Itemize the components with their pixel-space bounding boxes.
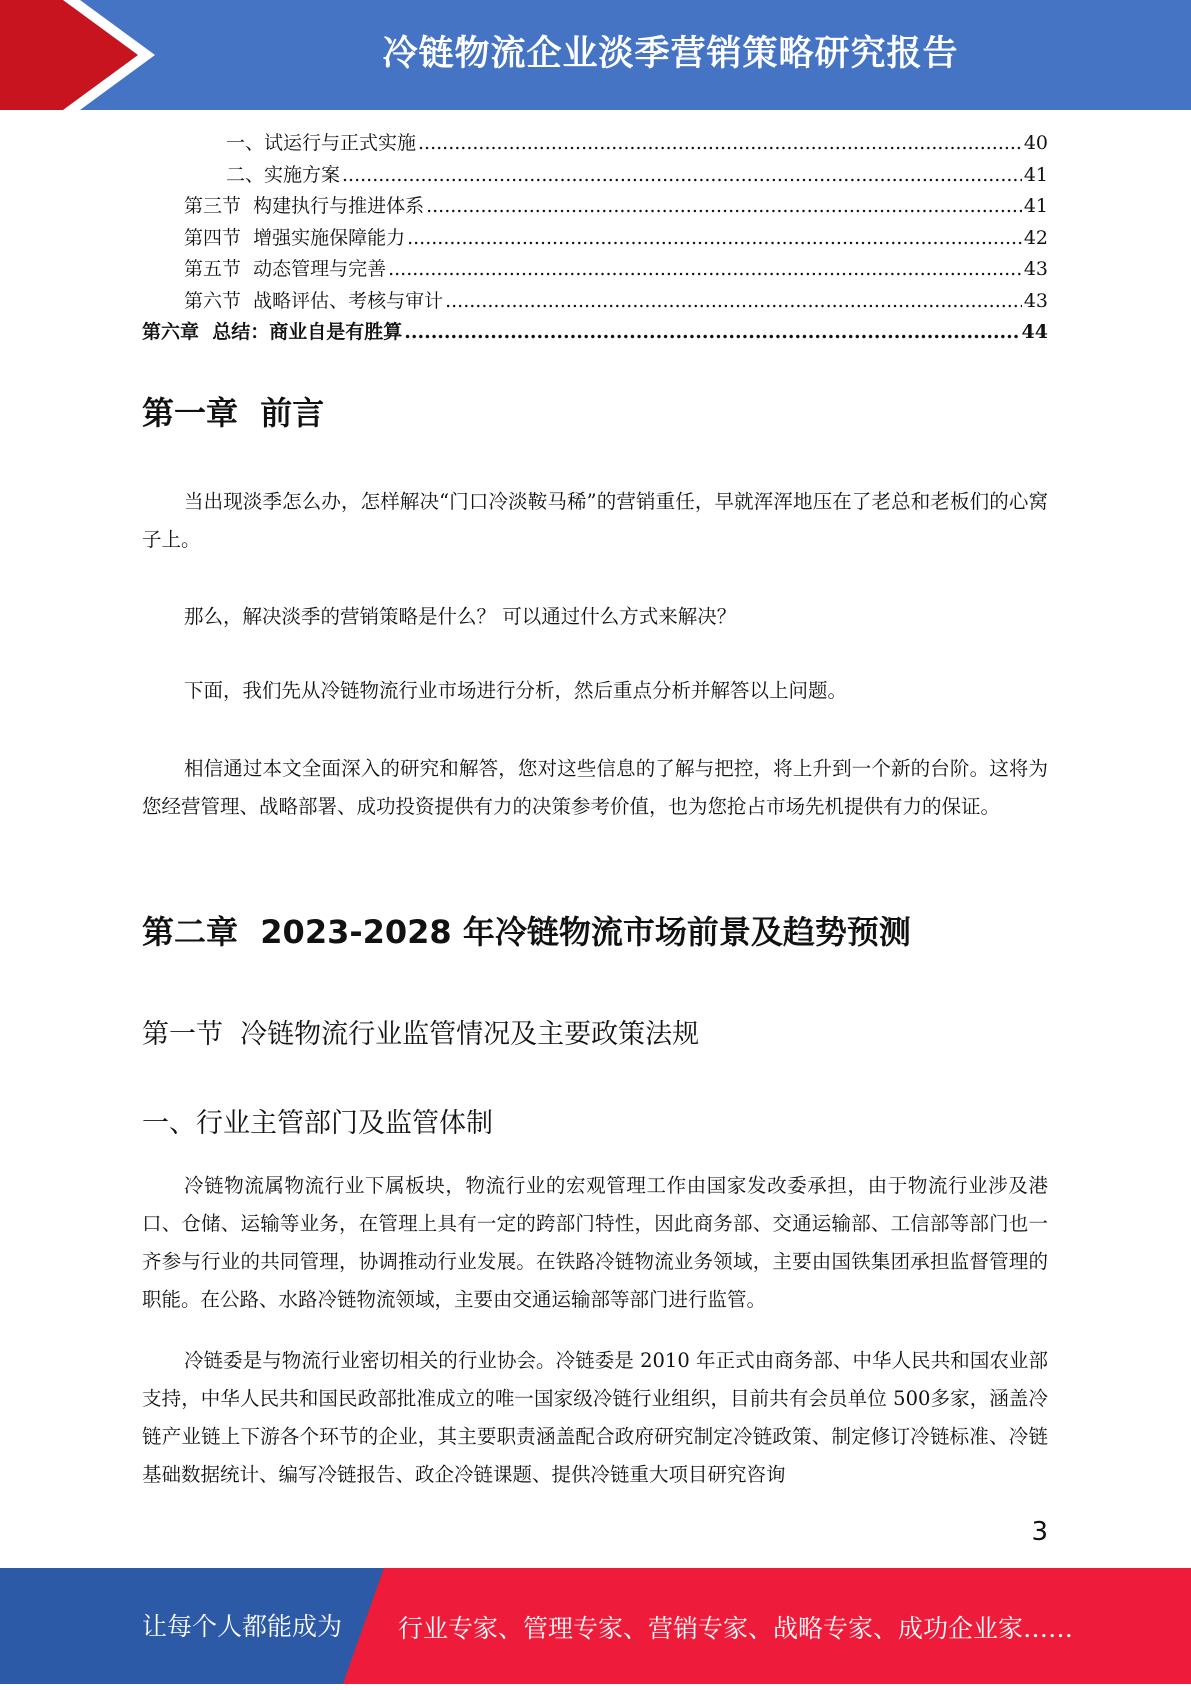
toc-entry[interactable]: [142, 128, 1048, 160]
toc-leader-dots: [418, 132, 1022, 154]
toc-entry-text: 第六章 总结：商业自是有胜算: [142, 321, 403, 343]
toc-entry-page: 40: [1023, 132, 1048, 154]
paragraph: 冷链委是与物流行业密切相关的行业协会。冷链委是 2010 年正式由商务部、中华人民共和国农业部支持，中华人民共和国民政部批准成立的唯一国家级冷链行业组织，目前共有会员单位 500多家，涵盖冷链产业链上下游各个环节的企业，其主要职责涵盖配合政府研究制定冷链政策、制定修订冷链标准、冷链基础数据统计、编写冷链报告、政企冷链课题、提供冷链重大项目研究咨询: [142, 1349, 1048, 1486]
toc-leader-dots: [342, 164, 1022, 186]
toc-entry[interactable]: [142, 254, 1048, 286]
page-header: [0, 0, 1191, 110]
toc-entry-page: 41: [1023, 163, 1048, 186]
toc-entry-page: 44: [1021, 321, 1048, 343]
paragraph: 当出现淡季怎么办，怎样解决“门口冷淡鞍马稀”的营销重任，早就浑浑地压在了老总和老板们的心窝子上。: [142, 490, 1048, 551]
toc-entry[interactable]: [142, 286, 1048, 318]
paragraph: 下面，我们先从冷链物流行业市场进行分析，然后重点分析并解答以上问题。: [184, 679, 848, 702]
subsection-heading: 一、行业主管部门及监管体制: [142, 1108, 493, 1139]
toc-entry-text: 第五节 动态管理与完善: [184, 258, 387, 280]
toc-entry-text: 第六节 战略评估、考核与审计: [184, 289, 444, 312]
paragraph: 那么，解决淡季的营销策略是什么？ 可以通过什么方式来解决？: [184, 605, 737, 628]
footer-slogan-right: 行业专家、管理专家、营销专家、战略专家、成功企业家……: [398, 1614, 1074, 1643]
toc-entry-text: 第三节 构建执行与推进体系: [184, 195, 425, 217]
toc-leader-dots: [426, 195, 1022, 217]
toc-leader-dots: [445, 290, 1022, 312]
toc-entry[interactable]: [142, 317, 1048, 349]
toc-entry-text: 二、实施方案: [226, 163, 341, 186]
toc-leader-dots: [407, 227, 1022, 249]
toc-entry-page: 43: [1023, 289, 1048, 312]
toc-entry-page: 43: [1023, 258, 1048, 280]
toc-entry-page: 41: [1023, 195, 1048, 217]
report-title: 冷链物流企业淡季营销策略研究报告: [382, 34, 959, 74]
toc-entry-text: 一、试运行与正式实施: [226, 132, 417, 154]
toc-leader-dots: [388, 258, 1022, 280]
paragraph: 冷链物流属物流行业下属板块，物流行业的宏观管理工作由国家发改委承担，由于物流行业涉及港口、仓储、运输等业务，在管理上具有一定的跨部门特性，因此商务部、交通运输部、工信部等部门也一齐参与行业的共同管理，协调推动行业发展。在铁路冷链物流业务领域，主要由国铁集团承担监督管理的职能。在公路、水路冷链物流领域，主要由交通运输部等部门进行监管。: [142, 1174, 1048, 1311]
chapter-1-heading: 第一章 前言: [142, 394, 325, 432]
toc-entry[interactable]: [142, 191, 1048, 223]
table-of-contents: [142, 128, 1048, 349]
paragraph: 相信通过本文全面深入的研究和解答，您对这些信息的了解与把控，将上升到一个新的台阶。这将为您经营管理、战略部署、成功投资提供有力的决策参考价值，也为您抢占市场先机提供有力的保证。: [142, 757, 1048, 818]
toc-entry[interactable]: [142, 223, 1048, 255]
toc-entry-text: 第四节 增强实施保障能力: [184, 226, 406, 249]
footer-slogan-left: 让每个人都能成为: [142, 1612, 343, 1641]
chapter-2-heading: 第二章 2023-2028 年冷链物流市场前景及趋势预测: [142, 913, 911, 951]
toc-entry-page: 42: [1023, 226, 1048, 249]
toc-leader-dots: [404, 321, 1019, 343]
page-footer: [0, 1568, 1191, 1684]
page-number: 3: [1031, 1517, 1048, 1547]
section-heading: 第一节 冷链物流行业监管情况及主要政策法规: [142, 1019, 700, 1050]
toc-entry[interactable]: [142, 160, 1048, 192]
